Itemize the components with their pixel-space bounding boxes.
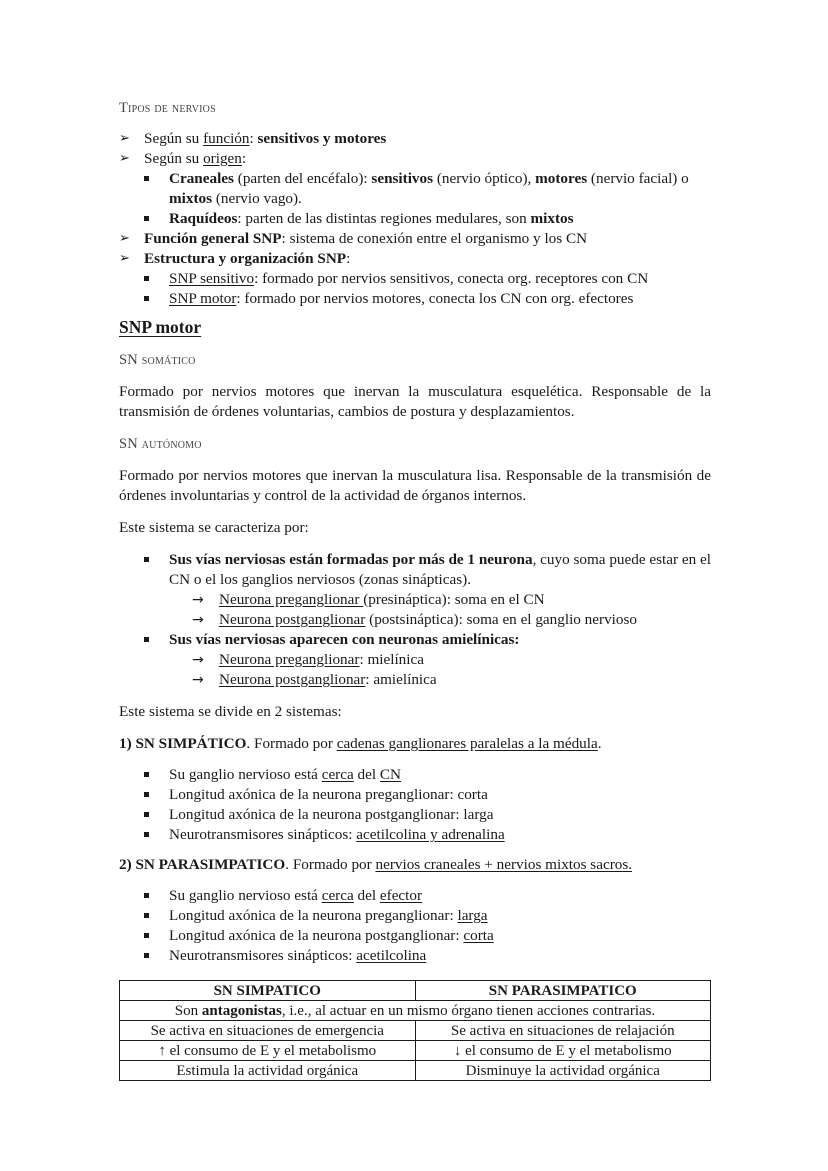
car1-sublist <box>119 590 711 630</box>
table-row <box>120 1041 711 1061</box>
list-item: Neurotransmisores sinápticos: acetilcolina y adrenalina <box>119 825 711 845</box>
document-page <box>119 98 711 1081</box>
autonomo-heading: SN autónomo <box>119 436 202 452</box>
parasimpatico-list <box>119 886 711 966</box>
list-item: Longitud axónica de la neurona postganglionar: larga <box>119 805 711 825</box>
table-row <box>120 1021 711 1041</box>
snp-motor-title: SNP motor <box>119 317 202 337</box>
list-item: SNP motor: formado por nervios motores, conecta los CN con org. efectores <box>119 289 711 309</box>
caracteriza-paragraph: Este sistema se caracteriza por: <box>119 519 309 536</box>
list-item: ➢ Función general SNP: sistema de conexión entre el organismo y los CN <box>119 229 711 249</box>
somatico-paragraph: Formado por nervios motores que inervan la musculatura esquelética. Responsable de la transmisión de órdenes voluntarias, cambios de postura y desplazamientos. <box>119 383 711 420</box>
list-item: ➢ Según su función: sensitivos y motores <box>119 129 711 149</box>
estructura-sublist <box>119 269 711 309</box>
list-item: → Neurona postganglionar: amielínica <box>169 670 711 690</box>
table-cell: Se activa en situaciones de emergencia <box>120 1021 416 1041</box>
table-header-row <box>120 981 711 1001</box>
list-item: ➢ Estructura y organización SNP: SNP sensitivo: formado por nervios sensitivos, conecta org. receptores con CN SNP motor: formado por nervios motores, conecta los CN con org. efectores <box>119 249 711 309</box>
table-cell: Disminuye la actividad orgánica <box>415 1061 711 1081</box>
tipos-heading: Tipos de nervios <box>119 100 216 116</box>
table-header-simpatico: SN SIMPATICO <box>120 981 416 1001</box>
somatico-heading: SN somático <box>119 352 196 368</box>
table-span-cell: Son antagonistas, i.e., al actuar en un mismo órgano tienen acciones contrarias. <box>120 1001 711 1021</box>
table-cell: ↑ el consumo de E y el metabolismo <box>120 1041 416 1061</box>
list-item: Longitud axónica de la neurona postganglionar: corta <box>119 926 711 946</box>
comparison-table <box>119 980 711 1081</box>
list-item: Neurotransmisores sinápticos: acetilcolina <box>119 946 711 966</box>
simpatico-heading: 1) SN SIMPÁTICO. Formado por cadenas ganglionares paralelas a la médula. <box>119 735 602 752</box>
car2-sublist <box>119 650 711 690</box>
parasimpatico-heading: 2) SN PARASIMPATICO. Formado por nervios craneales + nervios mixtos sacros. <box>119 856 633 873</box>
table-header-parasimpatico: SN PARASIMPATICO <box>415 981 711 1001</box>
list-item: ➢ Según su origen: Craneales (parten del encéfalo): sensitivos (nervio óptico), motores (nervio facial) o mixtos (nervio vago). Raquídeos: parten de las distintas regiones medulares, son mixtos <box>119 149 711 229</box>
table-cell: ↓ el consumo de E y el metabolismo <box>415 1041 711 1061</box>
table-cell: Se activa en situaciones de relajación <box>415 1021 711 1041</box>
caracteristicas-list <box>119 550 711 690</box>
list-item: Sus vías nerviosas aparecen con neuronas amielínicas: → Neurona preganglionar: mielínica → Neurona postganglionar: amielínica <box>119 630 711 690</box>
origen-sublist <box>119 169 711 229</box>
list-item: Raquídeos: parten de las distintas regiones medulares, son mixtos <box>119 209 711 229</box>
table-row <box>120 1061 711 1081</box>
list-item: Longitud axónica de la neurona preganglionar: corta <box>119 785 711 805</box>
simpatico-list <box>119 765 711 845</box>
table-cell: Estimula la actividad orgánica <box>120 1061 416 1081</box>
list-item: → Neurona postganglionar (postsináptica): soma en el ganglio nervioso <box>169 610 711 630</box>
list-item: Longitud axónica de la neurona preganglionar: larga <box>119 906 711 926</box>
list-item: Sus vías nerviosas están formadas por más de 1 neurona, cuyo soma puede estar en el CN o el los ganglios nerviosos (zonas sinápticas). → Neurona preganglionar (presináptica): soma en el CN → Neurona postganglionar (postsináptica): soma en el ganglio nervioso <box>119 550 711 630</box>
list-item: Craneales (parten del encéfalo): sensitivos (nervio óptico), motores (nervio facial) o mixtos (nervio vago). <box>119 169 711 209</box>
list-item: → Neurona preganglionar: mielínica <box>169 650 711 670</box>
tipos-list <box>119 129 711 309</box>
table-row <box>120 1001 711 1021</box>
list-item: SNP sensitivo: formado por nervios sensitivos, conecta org. receptores con CN <box>119 269 711 289</box>
list-item: Su ganglio nervioso está cerca del CN <box>119 765 711 785</box>
list-item: → Neurona preganglionar (presináptica): soma en el CN <box>169 590 711 610</box>
list-item: Su ganglio nervioso está cerca del efector <box>119 886 711 906</box>
divide-paragraph: Este sistema se divide en 2 sistemas: <box>119 703 342 720</box>
autonomo-paragraph: Formado por nervios motores que inervan la musculatura lisa. Responsable de la transmisión de órdenes involuntarias y control de la actividad de órganos internos. <box>119 467 711 504</box>
